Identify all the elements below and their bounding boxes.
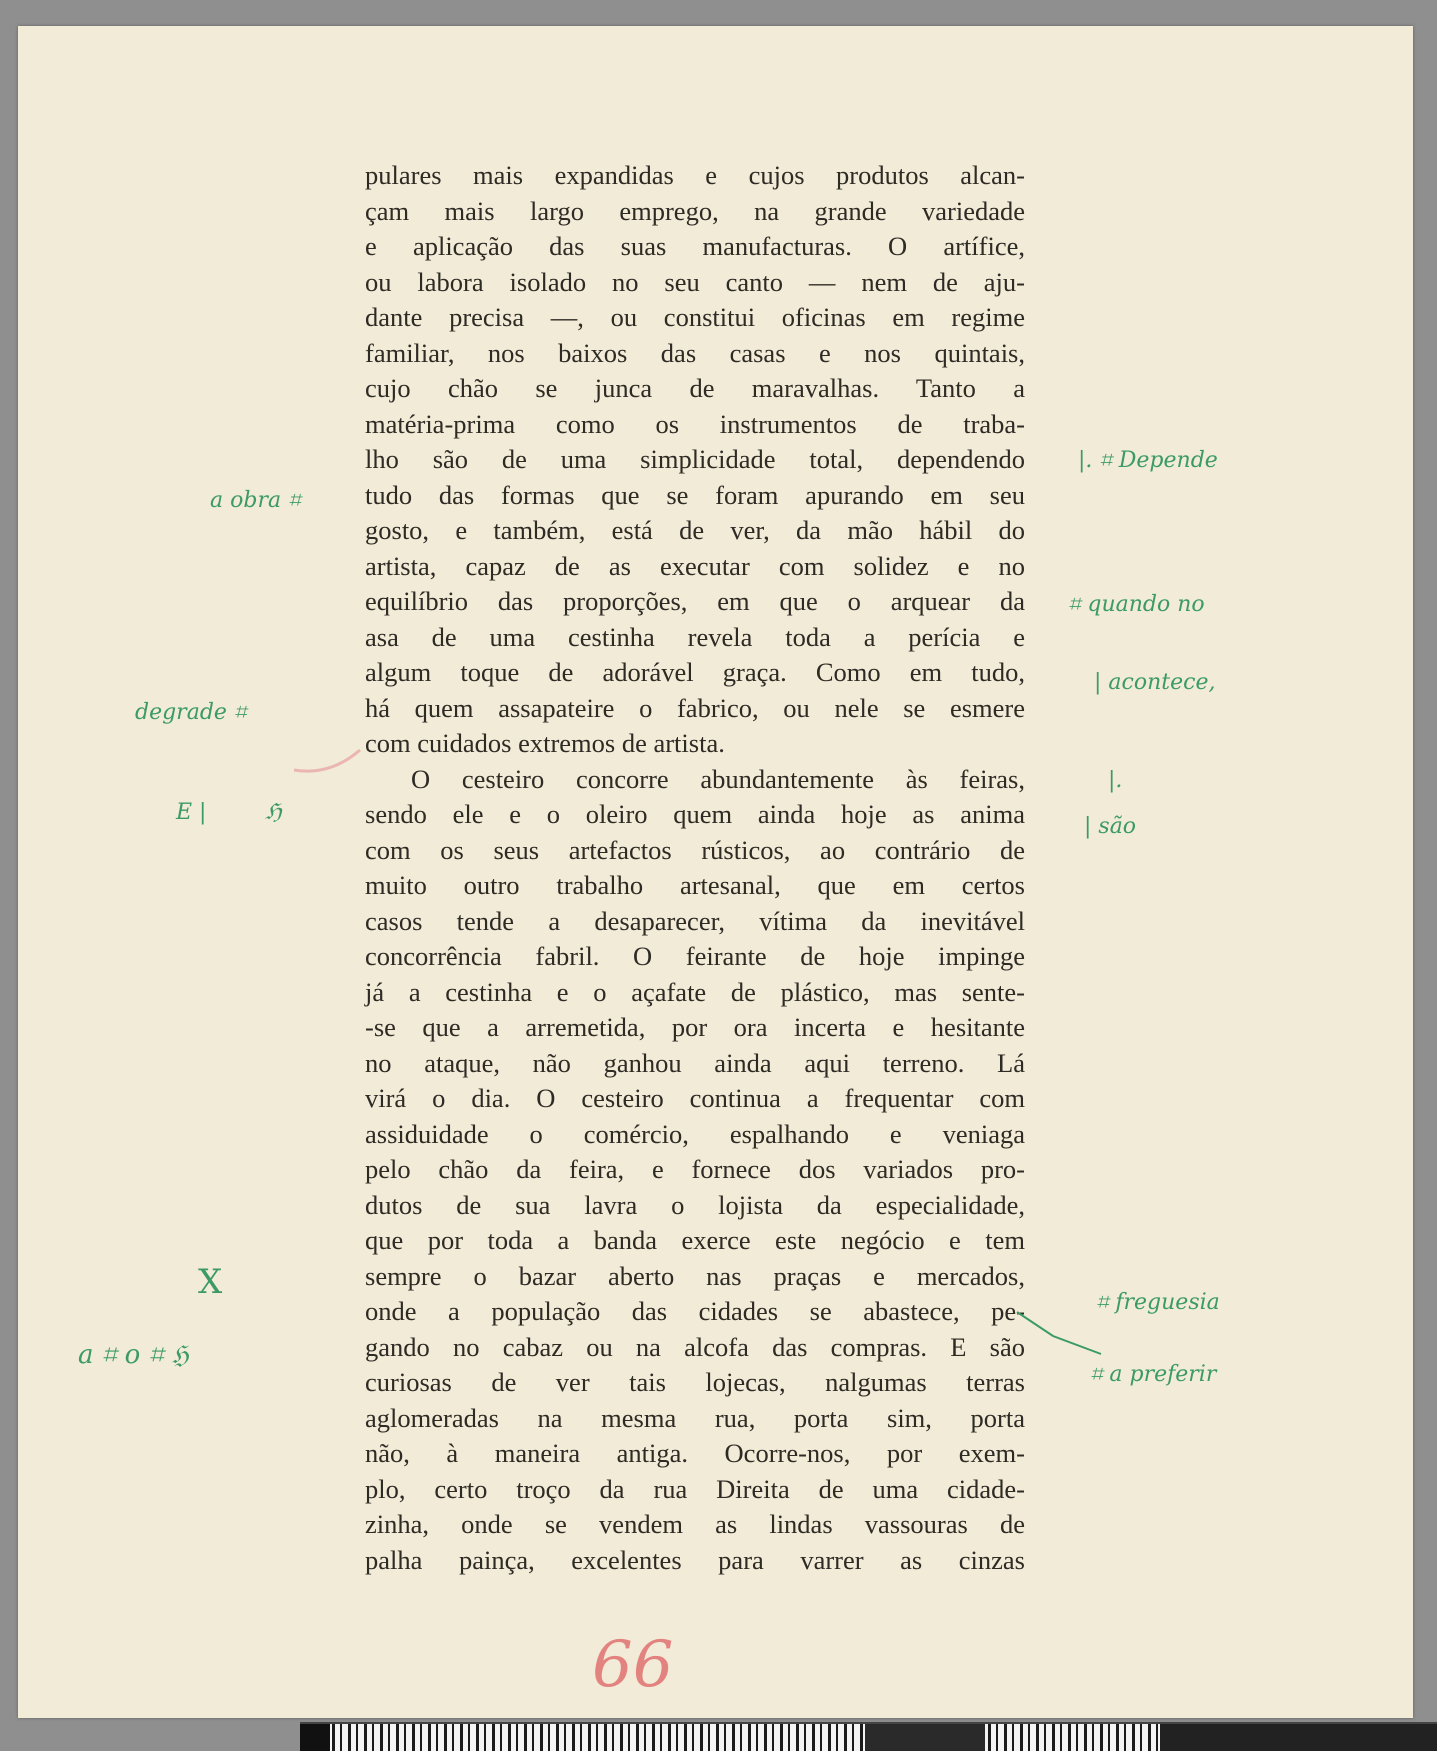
annotation-connector-line	[1015, 1308, 1105, 1368]
margin-note-e: E |	[176, 800, 207, 825]
text-line: e aplicação das suas manufacturas. O artífice,	[365, 231, 1025, 261]
text-line: dante precisa —, ou constitui oficinas em regime	[365, 302, 1025, 332]
margin-note-freguesia: ⌗ freguesia	[1096, 1290, 1220, 1315]
text-line: casos tende a desaparecer, vítima da inevitável	[365, 905, 1025, 936]
text-line: virá o dia. O cesteiro continua a frequentar com	[365, 1083, 1025, 1113]
text-line: gando no cabaz ou na alcofa das compras. E são	[365, 1331, 1025, 1362]
margin-note-acontece: | acontece,	[1094, 670, 1216, 695]
text-line: pelo chão da feira, e fornece dos variados pro-	[365, 1154, 1025, 1184]
text-line: palha painça, excelentes para varrer as cinzas	[365, 1544, 1025, 1575]
margin-note-degrade: degrade ⌗	[135, 700, 247, 725]
text-line: ou labora isolado no seu canto — nem de aju-	[365, 266, 1025, 297]
margin-note-quando-no: ⌗ quando no	[1068, 592, 1205, 617]
margin-note-sh: ℌ	[265, 800, 282, 825]
text-line: tudo das formas que se foram apurando em seu	[365, 479, 1025, 510]
text-line: lho são de uma simplicidade total, dependendo	[365, 444, 1025, 474]
margin-note-a-preferir: ⌗ a preferir	[1090, 1362, 1217, 1387]
text-line: cujo chão se junca de maravalhas. Tanto a	[365, 373, 1025, 403]
margin-note-bar: |.	[1108, 768, 1123, 793]
text-line: há quem assapateire o fabrico, ou nele se esmere	[365, 692, 1025, 723]
text-line: equilíbrio das proporções, em que o arquear da	[365, 586, 1025, 616]
text-line: sendo ele e o oleiro quem ainda hoje as anima	[365, 799, 1025, 829]
text-line: no ataque, não ganhou ainda aqui terreno. Lá	[365, 1047, 1025, 1078]
margin-note-depende: |. ⌗ Depende	[1078, 448, 1218, 473]
body-text	[365, 158, 1025, 1578]
text-line: já a cestinha e o açafate de plástico, mas sente-	[365, 976, 1025, 1007]
margin-note-a-o: a ⌗ o ⌗ ℌ	[78, 1340, 189, 1370]
page-number: 66	[592, 1628, 674, 1702]
text-line: com cuidados extremos de artista.	[365, 728, 725, 758]
margin-note-x: X	[198, 1262, 223, 1302]
text-line: asa de uma cestinha revela toda a perícia e	[365, 621, 1025, 652]
text-line: assiduidade o comércio, espalhando e veniaga	[365, 1118, 1025, 1149]
text-line: não, à maneira antiga. Ocorre-nos, por exem-	[365, 1438, 1025, 1468]
text-line: concorrência fabril. O feirante de hoje impinge	[365, 941, 1025, 971]
text-line: familiar, nos baixos das casas e nos quintais,	[365, 337, 1025, 368]
text-line: curiosas de ver tais lojecas, nalgumas terras	[365, 1367, 1025, 1397]
text-line: dutos de sua lavra o lojista da especialidade,	[365, 1189, 1025, 1220]
margin-note-a-obra: a obra ⌗	[210, 488, 301, 513]
text-line: muito outro trabalho artesanal, que em certos	[365, 870, 1025, 900]
text-line: -se que a arremetida, por ora incerta e hesitante	[365, 1012, 1025, 1042]
text-line: com os seus artefactos rústicos, ao contrário de	[365, 834, 1025, 865]
text-line: gosto, e também, está de ver, da mão hábil do	[365, 515, 1025, 545]
text-line: algum toque de adorável graça. Como em tudo,	[365, 657, 1025, 687]
text-line: pulares mais expandidas e cujos produtos alcan-	[365, 160, 1025, 190]
text-line: artista, capaz de as executar com solidez e no	[365, 550, 1025, 581]
scale-ruler	[300, 1722, 1437, 1751]
text-line: matéria-prima como os instrumentos de traba-	[365, 408, 1025, 439]
text-line: que por toda a banda exerce este negócio e tem	[365, 1225, 1025, 1255]
text-line: zinha, onde se vendem as lindas vassouras de	[365, 1509, 1025, 1539]
text-line: onde a população das cidades se abastece, pe-	[365, 1296, 1025, 1326]
red-pencil-mark	[290, 740, 370, 780]
text-line: aglomeradas na mesma rua, porta sim, porta	[365, 1402, 1025, 1433]
text-line: sempre o bazar aberto nas praças e mercados,	[365, 1260, 1025, 1291]
margin-note-sao: | são	[1084, 814, 1137, 839]
text-line: O cesteiro concorre abundantemente às feiras,	[411, 763, 1025, 794]
text-line: çam mais largo emprego, na grande variedade	[365, 195, 1025, 226]
text-line: plo, certo troço da rua Direita de uma cidade-	[365, 1473, 1025, 1504]
